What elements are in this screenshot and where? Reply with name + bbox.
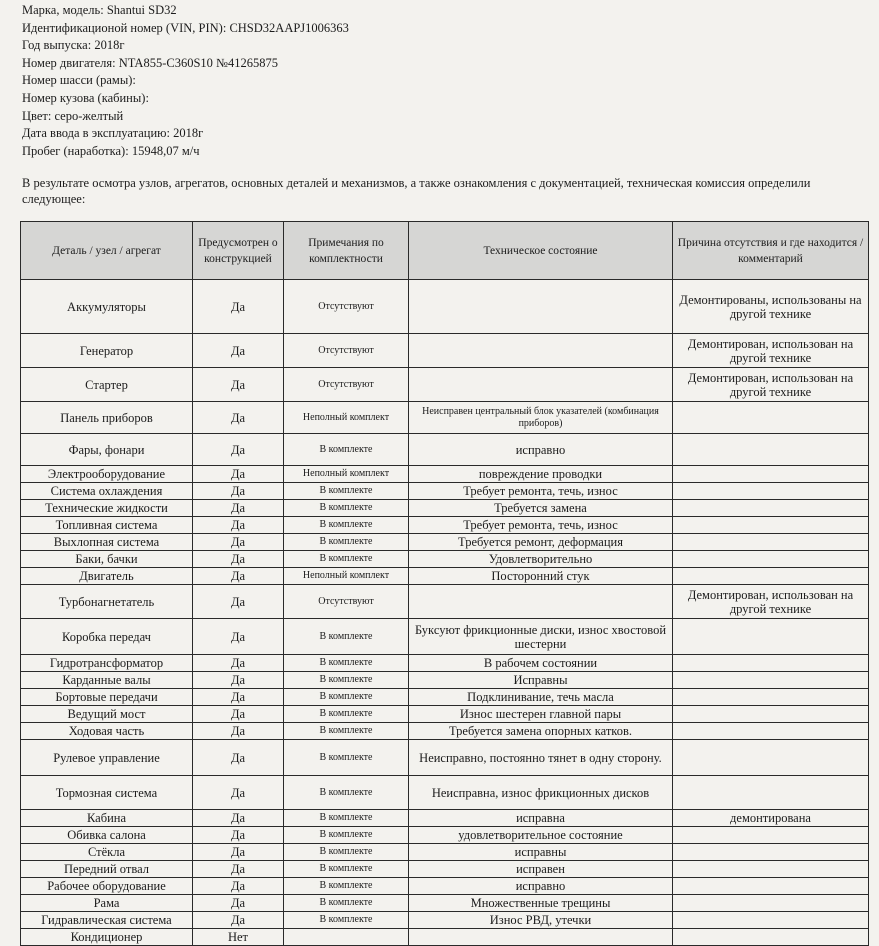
cell-condition: Подклинивание, течь масла bbox=[409, 689, 673, 706]
table-row bbox=[21, 706, 869, 723]
cell-condition bbox=[409, 368, 673, 402]
cell-part: Ведущий мост bbox=[21, 706, 193, 723]
cell-completeness bbox=[284, 929, 409, 946]
cell-comment bbox=[673, 740, 869, 776]
table-row bbox=[21, 810, 869, 827]
cell-comment: Демонтирован, использован на другой технике bbox=[673, 368, 869, 402]
cell-completeness: Неполный комплект bbox=[284, 466, 409, 483]
cell-comment bbox=[673, 689, 869, 706]
cell-provided: Да bbox=[193, 280, 284, 334]
cell-completeness: В комплекте bbox=[284, 434, 409, 466]
cell-part: Рама bbox=[21, 895, 193, 912]
cell-condition: Посторонний стук bbox=[409, 568, 673, 585]
header-completeness: Примечания по комплектности bbox=[284, 222, 409, 280]
cell-part: Гидравлическая система bbox=[21, 912, 193, 929]
cell-part: Рабочее оборудование bbox=[21, 878, 193, 895]
cell-completeness: Отсутствуют bbox=[284, 280, 409, 334]
vehicle-info-line: Марка, модель: Shantui SD32 bbox=[22, 3, 177, 17]
cell-provided: Да bbox=[193, 878, 284, 895]
cell-condition bbox=[409, 280, 673, 334]
cell-comment: Демонтирован, использован на другой технике bbox=[673, 334, 869, 368]
header-part: Деталь / узел / агрегат bbox=[21, 222, 193, 280]
cell-provided: Да bbox=[193, 466, 284, 483]
cell-comment bbox=[673, 655, 869, 672]
cell-part: Фары, фонари bbox=[21, 434, 193, 466]
cell-condition: исправны bbox=[409, 844, 673, 861]
vehicle-info-line: Номер шасси (рамы): bbox=[22, 73, 136, 88]
cell-part: Кабина bbox=[21, 810, 193, 827]
cell-provided: Да bbox=[193, 483, 284, 500]
cell-completeness: В комплекте bbox=[284, 517, 409, 534]
cell-provided: Да bbox=[193, 500, 284, 517]
table-body bbox=[21, 280, 869, 946]
cell-completeness: В комплекте bbox=[284, 534, 409, 551]
cell-part: Генератор bbox=[21, 334, 193, 368]
table-row bbox=[21, 434, 869, 466]
cell-comment bbox=[673, 619, 869, 655]
cell-condition: Требуется замена bbox=[409, 500, 673, 517]
cell-comment bbox=[673, 551, 869, 568]
cell-part: Панель приборов bbox=[21, 402, 193, 434]
cell-part: Стартер bbox=[21, 368, 193, 402]
cell-completeness: В комплекте bbox=[284, 483, 409, 500]
cell-condition: Износ РВД, утечки bbox=[409, 912, 673, 929]
cell-condition: Требует ремонта, течь, износ bbox=[409, 483, 673, 500]
table-row bbox=[21, 861, 869, 878]
cell-condition: исправна bbox=[409, 810, 673, 827]
cell-provided: Да bbox=[193, 740, 284, 776]
cell-completeness: В комплекте bbox=[284, 723, 409, 740]
cell-part: Коробка передач bbox=[21, 619, 193, 655]
cell-condition: Неисправен центральный блок указателей (комбинация приборов) bbox=[409, 402, 673, 434]
cell-comment bbox=[673, 517, 869, 534]
cell-comment bbox=[673, 827, 869, 844]
vehicle-info-line: Номер кузова (кабины): bbox=[22, 90, 149, 105]
cell-part: Топливная система bbox=[21, 517, 193, 534]
cell-provided: Да bbox=[193, 706, 284, 723]
cell-condition: В рабочем состоянии bbox=[409, 655, 673, 672]
cell-completeness: В комплекте bbox=[284, 672, 409, 689]
cell-part: Система охлаждения bbox=[21, 483, 193, 500]
table-row bbox=[21, 334, 869, 368]
cell-comment bbox=[673, 534, 869, 551]
cell-completeness: В комплекте bbox=[284, 810, 409, 827]
cell-completeness: В комплекте bbox=[284, 776, 409, 810]
cell-part: Карданные валы bbox=[21, 672, 193, 689]
cell-provided: Да bbox=[193, 334, 284, 368]
cell-condition: исправно bbox=[409, 878, 673, 895]
cell-provided: Да bbox=[193, 368, 284, 402]
cell-part: Ходовая часть bbox=[21, 723, 193, 740]
cell-part: Двигатель bbox=[21, 568, 193, 585]
cell-part: Обивка салона bbox=[21, 827, 193, 844]
cell-condition: Буксуют фрикционные диски, износ хвостовой шестерни bbox=[409, 619, 673, 655]
cell-part: Передний отвал bbox=[21, 861, 193, 878]
cell-completeness: В комплекте bbox=[284, 740, 409, 776]
cell-comment bbox=[673, 929, 869, 946]
cell-comment bbox=[673, 568, 869, 585]
cell-completeness: В комплекте bbox=[284, 619, 409, 655]
cell-condition: Износ шестерен главной пары bbox=[409, 706, 673, 723]
cell-provided: Да bbox=[193, 402, 284, 434]
table-row bbox=[21, 517, 869, 534]
cell-completeness: В комплекте bbox=[284, 551, 409, 568]
table-row bbox=[21, 878, 869, 895]
vehicle-info-line: Цвет: серо-желтый bbox=[22, 108, 124, 123]
cell-provided: Да bbox=[193, 585, 284, 619]
cell-provided: Нет bbox=[193, 929, 284, 946]
cell-part: Электрооборудование bbox=[21, 466, 193, 483]
cell-part: Рулевое управление bbox=[21, 740, 193, 776]
cell-comment bbox=[673, 706, 869, 723]
vehicle-info-line: Год выпуска: 2018г bbox=[22, 38, 125, 53]
cell-completeness: Отсутствуют bbox=[284, 334, 409, 368]
cell-completeness: В комплекте bbox=[284, 861, 409, 878]
cell-completeness: Неполный комплект bbox=[284, 568, 409, 585]
table-row bbox=[21, 929, 869, 946]
table-row bbox=[21, 827, 869, 844]
cell-provided: Да bbox=[193, 827, 284, 844]
cell-comment: демонтирована bbox=[673, 810, 869, 827]
table-row bbox=[21, 402, 869, 434]
cell-provided: Да bbox=[193, 568, 284, 585]
table-row bbox=[21, 551, 869, 568]
header-condition: Техническое состояние bbox=[409, 222, 673, 280]
cell-part: Выхлопная система bbox=[21, 534, 193, 551]
cell-comment bbox=[673, 844, 869, 861]
cell-completeness: В комплекте bbox=[284, 844, 409, 861]
cell-provided: Да bbox=[193, 434, 284, 466]
cell-provided: Да bbox=[193, 655, 284, 672]
cell-part: Кондиционер bbox=[21, 929, 193, 946]
cell-completeness: В комплекте bbox=[284, 689, 409, 706]
cell-condition: Исправны bbox=[409, 672, 673, 689]
cell-part: Тормозная система bbox=[21, 776, 193, 810]
cell-provided: Да bbox=[193, 723, 284, 740]
cell-provided: Да bbox=[193, 776, 284, 810]
table-row bbox=[21, 776, 869, 810]
table-row bbox=[21, 585, 869, 619]
cell-completeness: В комплекте bbox=[284, 912, 409, 929]
table-row bbox=[21, 895, 869, 912]
cell-condition bbox=[409, 929, 673, 946]
cell-part: Стёкла bbox=[21, 844, 193, 861]
cell-condition: Требуется замена опорных катков. bbox=[409, 723, 673, 740]
cell-condition: Требуется ремонт, деформация bbox=[409, 534, 673, 551]
cell-comment bbox=[673, 483, 869, 500]
cell-comment bbox=[673, 895, 869, 912]
table-row bbox=[21, 655, 869, 672]
header-provided: Предусмотрен о конструкцией bbox=[193, 222, 284, 280]
table-header bbox=[21, 222, 869, 280]
cell-provided: Да bbox=[193, 861, 284, 878]
table-row bbox=[21, 568, 869, 585]
table-row bbox=[21, 500, 869, 517]
intro-paragraph: В результате осмотра узлов, агрегатов, основных деталей и механизмов, а также ознакомления с документацией, техническая комиссия определили следующее: bbox=[22, 176, 811, 206]
cell-provided: Да bbox=[193, 672, 284, 689]
cell-completeness: В комплекте bbox=[284, 878, 409, 895]
cell-completeness: В комплекте bbox=[284, 500, 409, 517]
cell-comment: Демонтированы, использованы на другой технике bbox=[673, 280, 869, 334]
cell-part: Аккумуляторы bbox=[21, 280, 193, 334]
cell-provided: Да bbox=[193, 689, 284, 706]
cell-part: Гидротрансформатор bbox=[21, 655, 193, 672]
cell-provided: Да bbox=[193, 810, 284, 827]
table-row bbox=[21, 740, 869, 776]
cell-comment bbox=[673, 723, 869, 740]
cell-comment bbox=[673, 434, 869, 466]
vehicle-info-line: Дата ввода в эксплуатацию: 2018г bbox=[22, 126, 204, 141]
cell-completeness: В комплекте bbox=[284, 706, 409, 723]
cell-completeness: Отсутствуют bbox=[284, 585, 409, 619]
cell-comment bbox=[673, 402, 869, 434]
cell-completeness: В комплекте bbox=[284, 655, 409, 672]
cell-comment bbox=[673, 466, 869, 483]
table-row bbox=[21, 280, 869, 334]
table-row bbox=[21, 619, 869, 655]
cell-completeness: В комплекте bbox=[284, 895, 409, 912]
cell-provided: Да bbox=[193, 619, 284, 655]
cell-condition: Неисправна, износ фрикционных дисков bbox=[409, 776, 673, 810]
table-row bbox=[21, 466, 869, 483]
cell-provided: Да bbox=[193, 844, 284, 861]
cell-condition: Требует ремонта, течь, износ bbox=[409, 517, 673, 534]
cell-completeness: Неполный комплект bbox=[284, 402, 409, 434]
cell-part: Турбонагнетатель bbox=[21, 585, 193, 619]
cell-condition: удовлетворительное состояние bbox=[409, 827, 673, 844]
cell-part: Технические жидкости bbox=[21, 500, 193, 517]
cell-part: Баки, бачки bbox=[21, 551, 193, 568]
table-row bbox=[21, 844, 869, 861]
header-comment: Причина отсутствия и где находится / комментарий bbox=[673, 222, 869, 280]
cell-condition: повреждение проводки bbox=[409, 466, 673, 483]
cell-condition: Удовлетворительно bbox=[409, 551, 673, 568]
cell-comment bbox=[673, 672, 869, 689]
cell-comment bbox=[673, 861, 869, 878]
table-row bbox=[21, 672, 869, 689]
cell-comment: Демонтирован, использован на другой технике bbox=[673, 585, 869, 619]
cell-comment bbox=[673, 878, 869, 895]
table-row bbox=[21, 689, 869, 706]
cell-completeness: В комплекте bbox=[284, 827, 409, 844]
cell-comment bbox=[673, 776, 869, 810]
cell-provided: Да bbox=[193, 912, 284, 929]
cell-completeness: Отсутствуют bbox=[284, 368, 409, 402]
cell-provided: Да bbox=[193, 895, 284, 912]
cell-condition: исправен bbox=[409, 861, 673, 878]
table-row bbox=[21, 483, 869, 500]
cell-provided: Да bbox=[193, 534, 284, 551]
table-row bbox=[21, 723, 869, 740]
cell-provided: Да bbox=[193, 517, 284, 534]
vehicle-info-line: Номер двигателя: NTA855-C360S10 №41265875 bbox=[22, 55, 278, 70]
cell-condition bbox=[409, 334, 673, 368]
vehicle-info bbox=[22, 2, 349, 160]
cell-part: Бортовые передачи bbox=[21, 689, 193, 706]
vehicle-info-line: Идентификационой номер (VIN, PIN): CHSD32AAPJ1006363 bbox=[22, 20, 349, 35]
table-row bbox=[21, 912, 869, 929]
cell-comment bbox=[673, 912, 869, 929]
cell-condition: Неисправно, постоянно тянет в одну сторону. bbox=[409, 740, 673, 776]
table-row bbox=[21, 534, 869, 551]
cell-comment bbox=[673, 500, 869, 517]
cell-condition bbox=[409, 585, 673, 619]
cell-condition: исправно bbox=[409, 434, 673, 466]
table-row bbox=[21, 368, 869, 402]
cell-condition: Множественные трещины bbox=[409, 895, 673, 912]
inspection-table bbox=[20, 221, 869, 946]
cell-provided: Да bbox=[193, 551, 284, 568]
vehicle-info-line: Пробег (наработка): 15948,07 м/ч bbox=[22, 143, 200, 158]
